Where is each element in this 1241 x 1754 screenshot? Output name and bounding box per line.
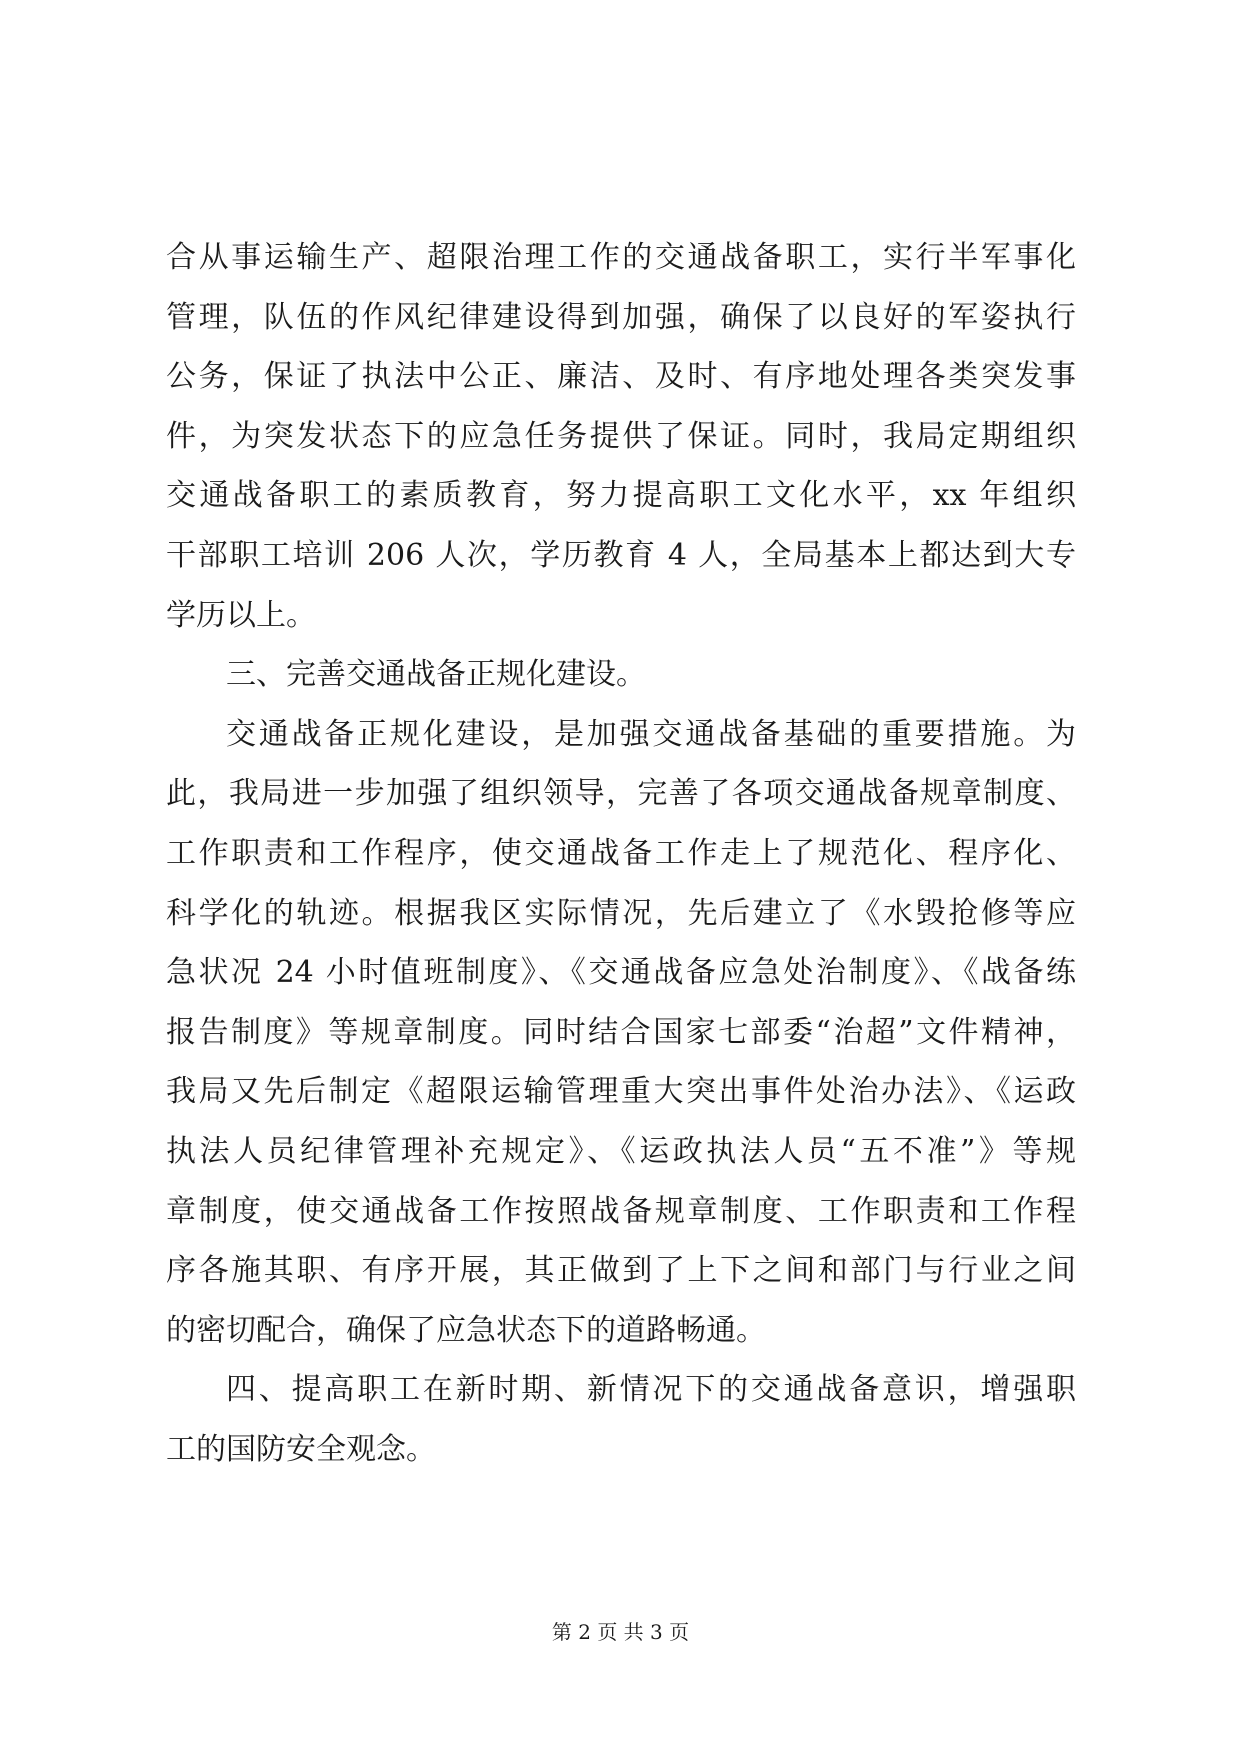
text-line: 管理，队伍的作风纪律建设得到加强，确保了以良好的军姿执行 <box>166 299 1076 335</box>
text-line: 交通战备正规化建设，是加强交通战备基础的重要措施。为 <box>226 716 1076 752</box>
text-line: 交通战备职工的素质教育，努力提高职工文化水平，xx 年组织 <box>166 478 1076 514</box>
text-line: 报告制度》等规章制度。同时结合国家七部委“治超”文件精神， <box>166 1014 1076 1050</box>
text-line: 此，我局进一步加强了组织领导，完善了各项交通战备规章制度、 <box>166 776 1076 812</box>
text-line: 我局又先后制定《超限运输管理重大突出事件处治办法》、《运政 <box>166 1074 1076 1110</box>
text-line: 序各施其职、有序开展，其正做到了上下之间和部门与行业之间 <box>166 1253 1076 1289</box>
text-line: 合从事运输生产、超限治理工作的交通战备职工，实行半军事化 <box>166 240 1076 275</box>
text-line: 学历以上。 <box>166 597 316 633</box>
text-line: 干部职工培训 206 人次，学历教育 4 人，全局基本上都达到大专 <box>166 537 1076 573</box>
section-heading-continuation: 工的国防安全观念。 <box>166 1431 436 1467</box>
text-line: 工作职责和工作程序，使交通战备工作走上了规范化、程序化、 <box>166 835 1076 871</box>
text-line: 急状况 24 小时值班制度》、《交通战备应急处治制度》、《战备练 <box>166 955 1076 991</box>
text-line: 的密切配合，确保了应急状态下的道路畅通。 <box>166 1312 766 1348</box>
text-line: 公务，保证了执法中公正、廉洁、及时、有序地处理各类突发事 <box>166 359 1076 395</box>
section-heading: 四、提高职工在新时期、新情况下的交通战备意识，增强职 <box>226 1372 1076 1408</box>
text-line: 件，为突发状态下的应急任务提供了保证。同时，我局定期组织 <box>166 418 1076 454</box>
text-line: 章制度，使交通战备工作按照战备规章制度、工作职责和工作程 <box>166 1193 1076 1229</box>
text-line: 科学化的轨迹。根据我区实际情况，先后建立了《水毁抢修等应 <box>166 895 1076 931</box>
text-line: 执法人员纪律管理补充规定》、《运政执法人员“五不准”》等规 <box>166 1133 1076 1169</box>
page-number-footer: 第 2 页 共 3 页 <box>551 1620 690 1644</box>
section-heading: 三、完善交通战备正规化建设。 <box>226 657 646 693</box>
document-body <box>166 228 1076 1479</box>
